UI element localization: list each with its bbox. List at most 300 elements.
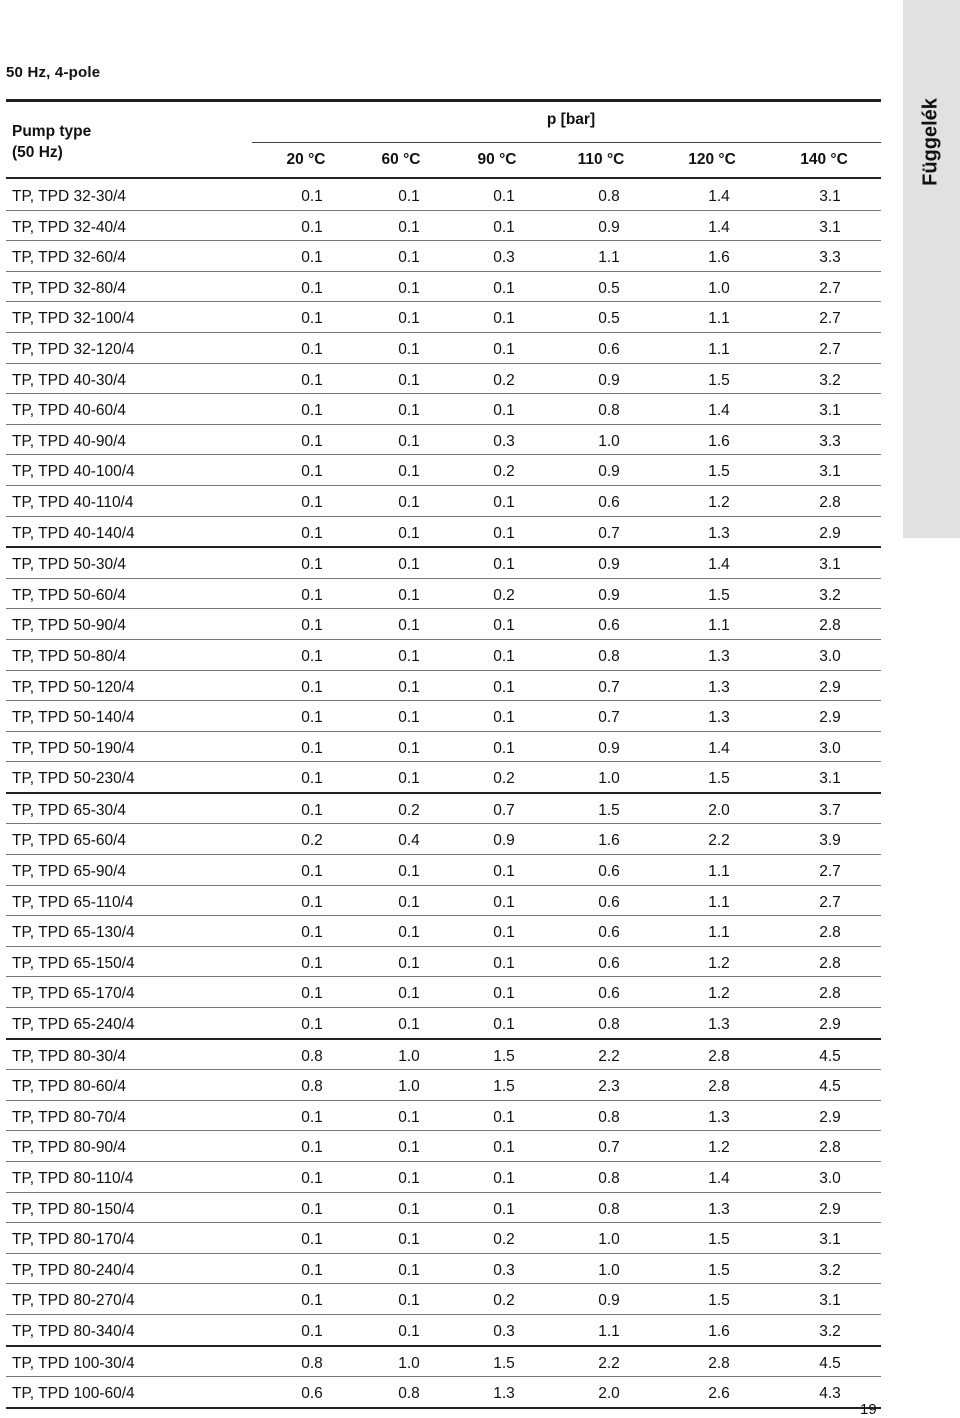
pressure-value-cell: 2.8 — [819, 1139, 841, 1157]
pressure-value-cell: 0.1 — [398, 1200, 420, 1218]
pressure-value-cell: 1.6 — [708, 432, 730, 450]
pressure-value-cell: 1.5 — [708, 463, 730, 481]
pump-type-cell: TP, TPD 65-110/4 — [12, 893, 134, 911]
pressure-value-cell: 0.1 — [398, 1231, 420, 1249]
pressure-value-cell: 0.1 — [301, 493, 323, 511]
pressure-value-cell: 1.5 — [708, 770, 730, 788]
pressure-value-cell: 1.4 — [708, 556, 730, 574]
pump-type-cell: TP, TPD 65-60/4 — [12, 832, 127, 850]
pump-type-cell: TP, TPD 80-340/4 — [12, 1322, 135, 1340]
pressure-value-cell: 0.8 — [598, 647, 620, 665]
pump-type-cell: TP, TPD 50-90/4 — [12, 617, 127, 635]
table-row — [6, 486, 881, 517]
table-row — [6, 855, 881, 886]
pump-type-cell: TP, TPD 50-120/4 — [12, 678, 135, 696]
table-row — [6, 302, 881, 333]
pressure-value-cell: 0.1 — [301, 1200, 323, 1218]
table-row — [6, 762, 881, 794]
pressure-value-cell: 0.1 — [398, 493, 420, 511]
pressure-value-cell: 0.5 — [598, 279, 620, 297]
pressure-value-cell: 0.8 — [598, 1200, 620, 1218]
pressure-value-cell: 2.9 — [819, 709, 841, 727]
pump-type-cell: TP, TPD 40-110/4 — [12, 493, 134, 511]
table-row — [6, 1101, 881, 1132]
pressure-value-cell: 0.1 — [398, 770, 420, 788]
pump-type-cell: TP, TPD 50-30/4 — [12, 556, 127, 574]
pressure-value-cell: 0.9 — [598, 586, 620, 604]
table-row — [6, 640, 881, 671]
pressure-value-cell: 3.1 — [819, 770, 841, 788]
table-row — [6, 579, 881, 610]
table-row — [6, 1193, 881, 1224]
pump-type-cell: TP, TPD 50-60/4 — [12, 586, 127, 604]
pressure-value-cell: 0.1 — [398, 863, 420, 881]
pump-type-cell: TP, TPD 50-80/4 — [12, 647, 127, 665]
pressure-value-cell: 1.4 — [708, 1170, 730, 1187]
pressure-value-cell: 0.1 — [398, 432, 420, 450]
pressure-value-cell: 1.0 — [598, 770, 620, 788]
pump-type-cell: TP, TPD 50-190/4 — [12, 739, 135, 757]
pressure-value-cell: 2.2 — [598, 1354, 620, 1372]
pressure-value-cell: 1.2 — [708, 954, 730, 972]
pressure-value-cell: 4.5 — [819, 1047, 841, 1065]
pressure-value-cell: 1.5 — [708, 1231, 730, 1249]
table-row — [6, 1315, 881, 1347]
pump-type-cell: TP, TPD 32-30/4 — [12, 188, 127, 205]
pressure-value-cell: 1.3 — [708, 709, 730, 727]
pressure-value-cell: 1.0 — [398, 1078, 420, 1096]
table-row — [6, 211, 881, 242]
pressure-value-cell: 0.1 — [398, 586, 420, 604]
pressure-value-cell: 0.4 — [398, 832, 420, 850]
pressure-value-cell: 1.4 — [708, 218, 730, 236]
table-row — [6, 1162, 881, 1193]
pressure-value-cell: 1.5 — [708, 371, 730, 389]
pressure-value-cell: 1.5 — [493, 1047, 515, 1065]
pressure-value-cell: 0.1 — [493, 402, 515, 420]
pressure-value-cell: 2.9 — [819, 678, 841, 696]
pump-type-cell: TP, TPD 40-100/4 — [12, 463, 135, 481]
pressure-value-cell: 0.1 — [398, 1139, 420, 1157]
pressure-value-cell: 0.9 — [493, 832, 515, 850]
pressure-value-cell: 0.1 — [493, 340, 515, 358]
pressure-value-cell: 2.9 — [819, 1200, 841, 1218]
pressure-value-cell: 1.3 — [708, 647, 730, 665]
pressure-value-cell: 0.1 — [398, 1016, 420, 1034]
pressure-value-cell: 0.9 — [598, 556, 620, 574]
pump-type-cell: TP, TPD 80-170/4 — [12, 1231, 135, 1249]
pump-type-cell: TP, TPD 80-90/4 — [12, 1139, 127, 1157]
pressure-value-cell: 0.1 — [301, 279, 323, 297]
pressure-value-cell: 3.0 — [819, 739, 841, 757]
pump-type-cell: TP, TPD 32-80/4 — [12, 279, 127, 297]
table-row — [6, 272, 881, 303]
pressure-value-cell: 1.1 — [708, 924, 730, 942]
pressure-value-cell: 2.8 — [819, 617, 841, 635]
pressure-value-cell: 0.1 — [301, 617, 323, 635]
pressure-value-cell: 0.2 — [493, 586, 515, 604]
pressure-value-cell: 1.5 — [708, 1292, 730, 1310]
pressure-value-cell: 0.1 — [301, 863, 323, 881]
pressure-value-cell: 1.1 — [598, 1322, 620, 1340]
temp-header-140: 140 °C — [800, 151, 848, 168]
pressure-value-cell: 1.0 — [398, 1354, 420, 1372]
table-row — [6, 517, 881, 549]
pump-type-cell: TP, TPD 65-30/4 — [12, 801, 127, 819]
pressure-value-cell: 0.1 — [493, 1200, 515, 1218]
table-row — [6, 1040, 881, 1071]
pump-type-cell: TP, TPD 65-130/4 — [12, 924, 135, 942]
pressure-value-cell: 0.6 — [598, 493, 620, 511]
pressure-value-cell: 2.7 — [819, 279, 841, 297]
pressure-value-cell: 0.1 — [398, 924, 420, 942]
header-sub-rule — [252, 142, 881, 143]
pressure-value-cell: 0.6 — [598, 924, 620, 942]
pressure-value-cell: 0.2 — [398, 801, 420, 819]
pressure-value-cell: 2.7 — [819, 893, 841, 911]
pressure-value-cell: 1.5 — [493, 1078, 515, 1096]
pump-type-cell: TP, TPD 65-150/4 — [12, 954, 135, 972]
pressure-value-cell: 1.6 — [598, 832, 620, 850]
pressure-value-cell: 0.1 — [301, 1139, 323, 1157]
table-body — [6, 180, 881, 1409]
pressure-value-cell: 0.1 — [493, 863, 515, 881]
pressure-value-cell: 3.1 — [819, 188, 841, 205]
table-row — [6, 1347, 881, 1378]
pressure-value-cell: 0.8 — [598, 1170, 620, 1187]
pressure-value-cell: 2.3 — [598, 1078, 620, 1096]
pressure-value-cell: 0.1 — [301, 770, 323, 788]
pressure-value-cell: 0.1 — [493, 678, 515, 696]
pressure-value-cell: 0.1 — [398, 463, 420, 481]
pressure-value-cell: 1.5 — [598, 801, 620, 819]
pressure-value-cell: 1.1 — [708, 893, 730, 911]
pressure-value-cell: 2.9 — [819, 1108, 841, 1126]
pressure-value-cell: 1.3 — [493, 1385, 515, 1403]
pressure-value-cell: 0.2 — [493, 371, 515, 389]
pressure-value-cell: 0.1 — [301, 340, 323, 358]
pressure-value-cell: 0.1 — [301, 524, 323, 542]
pressure-value-cell: 0.9 — [598, 218, 620, 236]
pressure-value-cell: 0.1 — [398, 1170, 420, 1187]
temp-header-90: 90 °C — [477, 151, 517, 168]
pressure-value-cell: 2.2 — [708, 832, 730, 850]
table-row — [6, 455, 881, 486]
pressure-value-cell: 0.1 — [301, 954, 323, 972]
pressure-value-cell: 0.1 — [301, 1016, 323, 1034]
pressure-value-cell: 4.5 — [819, 1354, 841, 1372]
pressure-value-cell: 0.1 — [493, 218, 515, 236]
pressure-value-cell: 0.1 — [493, 647, 515, 665]
page-number: 19 — [860, 1401, 877, 1418]
table-row — [6, 180, 881, 211]
pressure-value-cell: 1.0 — [598, 432, 620, 450]
pressure-value-cell: 0.1 — [301, 249, 323, 267]
pressure-value-cell: 3.3 — [819, 249, 841, 267]
table-row — [6, 241, 881, 272]
pressure-value-cell: 1.3 — [708, 1200, 730, 1218]
pump-type-cell: TP, TPD 80-70/4 — [12, 1108, 127, 1126]
pressure-value-cell: 0.1 — [398, 647, 420, 665]
pressure-value-cell: 1.6 — [708, 249, 730, 267]
pump-type-cell: TP, TPD 80-240/4 — [12, 1261, 135, 1279]
pump-type-cell: TP, TPD 80-60/4 — [12, 1078, 127, 1096]
pressure-value-cell: 0.1 — [398, 188, 420, 205]
pressure-value-cell: 3.1 — [819, 402, 841, 420]
pressure-value-cell: 0.1 — [301, 371, 323, 389]
pressure-value-cell: 2.8 — [708, 1047, 730, 1065]
pressure-value-cell: 0.8 — [301, 1078, 323, 1096]
pressure-value-cell: 0.1 — [398, 340, 420, 358]
pressure-value-cell: 1.5 — [493, 1354, 515, 1372]
pressure-value-cell: 0.2 — [301, 832, 323, 850]
pressure-value-cell: 0.3 — [493, 249, 515, 267]
pressure-value-cell: 0.1 — [398, 1108, 420, 1126]
pressure-value-cell: 0.1 — [301, 556, 323, 574]
pressure-value-cell: 1.1 — [708, 340, 730, 358]
pressure-value-cell: 2.7 — [819, 340, 841, 358]
temp-header-110: 110 °C — [577, 151, 625, 168]
pressure-value-cell: 0.6 — [301, 1385, 323, 1403]
pump-type-cell: TP, TPD 65-240/4 — [12, 1016, 135, 1034]
pressure-value-cell: 0.1 — [301, 1322, 323, 1340]
pressure-value-cell: 0.7 — [598, 1139, 620, 1157]
pressure-value-cell: 0.3 — [493, 1261, 515, 1279]
pump-type-cell: TP, TPD 80-30/4 — [12, 1047, 127, 1065]
pressure-value-cell: 1.1 — [708, 863, 730, 881]
pressure-value-cell: 0.1 — [398, 893, 420, 911]
pressure-value-cell: 0.6 — [598, 340, 620, 358]
pressure-value-cell: 0.1 — [301, 985, 323, 1003]
pressure-value-cell: 0.7 — [598, 678, 620, 696]
pressure-value-cell: 0.1 — [301, 739, 323, 757]
header-bottom-rule — [6, 177, 881, 179]
pressure-value-cell: 0.1 — [493, 310, 515, 328]
pump-type-cell: TP, TPD 32-60/4 — [12, 249, 127, 267]
pressure-value-cell: 0.1 — [398, 678, 420, 696]
pressure-value-cell: 0.1 — [493, 739, 515, 757]
pressure-value-cell: 0.1 — [493, 617, 515, 635]
pressure-value-cell: 1.3 — [708, 524, 730, 542]
pressure-value-cell: 3.7 — [819, 801, 841, 819]
pressure-value-cell: 0.1 — [301, 432, 323, 450]
table-row — [6, 1284, 881, 1315]
pressure-value-cell: 2.9 — [819, 524, 841, 542]
pressure-value-cell: 0.1 — [398, 954, 420, 972]
table-row — [6, 671, 881, 702]
table-row — [6, 333, 881, 364]
table-row — [6, 1223, 881, 1254]
pressure-value-cell: 0.1 — [493, 1108, 515, 1126]
pump-type-cell: TP, TPD 40-90/4 — [12, 432, 127, 450]
pump-type-cell: TP, TPD 80-270/4 — [12, 1292, 135, 1310]
pump-type-cell: TP, TPD 65-90/4 — [12, 863, 127, 881]
pressure-value-cell: 3.3 — [819, 432, 841, 450]
pressure-value-cell: 0.8 — [598, 402, 620, 420]
table-row — [6, 947, 881, 978]
pressure-value-cell: 0.1 — [398, 218, 420, 236]
side-tab-label: Függelék — [919, 98, 942, 186]
table-row — [6, 1131, 881, 1162]
pressure-value-cell: 0.1 — [301, 924, 323, 942]
table-row — [6, 794, 881, 825]
table-row — [6, 1377, 881, 1409]
pressure-value-cell: 0.1 — [398, 402, 420, 420]
pressure-value-cell: 3.2 — [819, 1322, 841, 1340]
table-row — [6, 886, 881, 917]
pressure-value-cell: 0.1 — [398, 1261, 420, 1279]
pressure-value-cell: 0.8 — [598, 188, 620, 205]
pump-type-cell: TP, TPD 40-60/4 — [12, 402, 127, 420]
pressure-value-cell: 0.1 — [398, 371, 420, 389]
temp-header-120: 120 °C — [688, 151, 736, 168]
pressure-value-cell: 1.1 — [708, 617, 730, 635]
pump-type-header-line-1: Pump type — [12, 123, 92, 140]
pressure-value-cell: 3.0 — [819, 647, 841, 665]
pressure-value-cell: 0.6 — [598, 617, 620, 635]
pressure-value-cell: 0.1 — [301, 709, 323, 727]
pressure-value-cell: 0.1 — [493, 985, 515, 1003]
pressure-value-cell: 2.8 — [819, 954, 841, 972]
pressure-value-cell: 0.1 — [398, 617, 420, 635]
pressure-value-cell: 0.9 — [598, 1292, 620, 1310]
pressure-value-cell: 0.2 — [493, 770, 515, 788]
pressure-value-cell: 2.8 — [708, 1078, 730, 1096]
pressure-value-cell: 0.1 — [301, 463, 323, 481]
pressure-value-cell: 1.2 — [708, 1139, 730, 1157]
pressure-value-cell: 0.1 — [301, 586, 323, 604]
pump-type-header-line-2: (50 Hz) — [12, 144, 63, 161]
pressure-value-cell: 0.6 — [598, 985, 620, 1003]
pressure-value-cell: 3.1 — [819, 218, 841, 236]
pressure-value-cell: 2.9 — [819, 1016, 841, 1034]
pressure-value-cell: 0.1 — [398, 1292, 420, 1310]
pressure-value-cell: 2.7 — [819, 310, 841, 328]
pressure-value-cell: 1.6 — [708, 1322, 730, 1340]
pressure-value-cell: 0.7 — [598, 709, 620, 727]
section-title: 50 Hz, 4-pole — [6, 64, 101, 81]
pressure-value-cell: 0.1 — [398, 709, 420, 727]
pressure-value-cell: 3.2 — [819, 586, 841, 604]
pressure-value-cell: 2.2 — [598, 1047, 620, 1065]
pressure-value-cell: 0.1 — [493, 188, 515, 205]
table-row — [6, 824, 881, 855]
pressure-value-cell: 0.2 — [493, 1292, 515, 1310]
pressure-value-cell: 3.1 — [819, 1292, 841, 1310]
pressure-value-cell: 1.4 — [708, 739, 730, 757]
pressure-value-cell: 4.3 — [819, 1385, 841, 1403]
pressure-value-cell: 3.2 — [819, 1261, 841, 1279]
pressure-value-cell: 1.5 — [708, 586, 730, 604]
table-row — [6, 425, 881, 456]
pressure-value-cell: 0.1 — [301, 647, 323, 665]
pump-type-cell: TP, TPD 32-100/4 — [12, 310, 135, 328]
table-row — [6, 1070, 881, 1101]
pressure-value-cell: 0.8 — [598, 1016, 620, 1034]
pressure-value-cell: 1.3 — [708, 1108, 730, 1126]
pump-type-cell: TP, TPD 32-40/4 — [12, 218, 127, 236]
pressure-value-cell: 2.7 — [819, 863, 841, 881]
pressure-value-cell: 0.1 — [398, 985, 420, 1003]
pressure-value-cell: 0.2 — [493, 463, 515, 481]
pump-type-cell: TP, TPD 80-150/4 — [12, 1200, 135, 1218]
pressure-value-cell: 0.1 — [301, 1292, 323, 1310]
pump-type-cell: TP, TPD 100-30/4 — [12, 1354, 135, 1372]
pump-type-cell: TP, TPD 100-60/4 — [12, 1385, 135, 1403]
pressure-value-cell: 0.1 — [493, 493, 515, 511]
pressure-value-cell: 0.6 — [598, 893, 620, 911]
pump-type-cell: TP, TPD 40-30/4 — [12, 371, 127, 389]
pressure-value-cell: 1.1 — [598, 249, 620, 267]
pump-type-cell: TP, TPD 80-110/4 — [12, 1170, 134, 1187]
pump-type-cell: TP, TPD 32-120/4 — [12, 340, 135, 358]
pressure-value-cell: 0.8 — [598, 1108, 620, 1126]
pressure-value-cell: 2.8 — [819, 985, 841, 1003]
pressure-value-cell: 1.1 — [708, 310, 730, 328]
pressure-value-cell: 1.0 — [598, 1261, 620, 1279]
pressure-value-cell: 0.1 — [301, 1170, 323, 1187]
table-row — [6, 977, 881, 1008]
pressure-value-cell: 0.1 — [493, 954, 515, 972]
pressure-value-cell: 3.1 — [819, 1231, 841, 1249]
pressure-value-cell: 0.1 — [493, 1170, 515, 1187]
pressure-value-cell: 2.8 — [819, 493, 841, 511]
pump-type-cell: TP, TPD 50-140/4 — [12, 709, 135, 727]
pressure-value-cell: 0.1 — [398, 310, 420, 328]
pump-type-cell: TP, TPD 40-140/4 — [12, 524, 135, 542]
pressure-value-cell: 0.8 — [301, 1354, 323, 1372]
table-row — [6, 1254, 881, 1285]
pressure-value-cell: 0.1 — [493, 1139, 515, 1157]
pressure-value-cell: 0.9 — [598, 463, 620, 481]
table-row — [6, 609, 881, 640]
pressure-value-cell: 2.0 — [598, 1385, 620, 1403]
pressure-value-cell: 3.0 — [819, 1170, 841, 1187]
pressure-value-cell: 0.2 — [493, 1231, 515, 1249]
pressure-value-cell: 0.1 — [493, 893, 515, 911]
pressure-value-cell: 0.1 — [301, 678, 323, 696]
table-row — [6, 1008, 881, 1040]
pressure-value-cell: 0.1 — [493, 279, 515, 297]
table-row — [6, 701, 881, 732]
pressure-value-cell: 0.9 — [598, 371, 620, 389]
pressure-value-cell: 1.0 — [398, 1047, 420, 1065]
pressure-value-cell: 0.7 — [493, 801, 515, 819]
pressure-header: p [bar] — [546, 111, 596, 128]
pressure-value-cell: 0.5 — [598, 310, 620, 328]
pressure-value-cell: 4.5 — [819, 1078, 841, 1096]
pressure-value-cell: 2.0 — [708, 801, 730, 819]
table-row — [6, 364, 881, 395]
pressure-value-cell: 0.1 — [493, 556, 515, 574]
pressure-value-cell: 1.3 — [708, 678, 730, 696]
pressure-value-cell: 2.8 — [819, 924, 841, 942]
pressure-value-cell: 3.9 — [819, 832, 841, 850]
pressure-value-cell: 0.1 — [493, 924, 515, 942]
table-row — [6, 732, 881, 763]
pressure-value-cell: 0.1 — [301, 1231, 323, 1249]
pressure-value-cell: 0.1 — [493, 524, 515, 542]
pressure-value-cell: 1.0 — [598, 1231, 620, 1249]
pressure-value-cell: 2.8 — [708, 1354, 730, 1372]
pressure-value-cell: 0.3 — [493, 1322, 515, 1340]
pressure-value-cell: 3.2 — [819, 371, 841, 389]
pressure-value-cell: 1.3 — [708, 1016, 730, 1034]
table-row — [6, 548, 881, 579]
pump-type-cell: TP, TPD 50-230/4 — [12, 770, 135, 788]
pressure-value-cell: 0.7 — [598, 524, 620, 542]
pressure-value-cell: 0.1 — [398, 1322, 420, 1340]
